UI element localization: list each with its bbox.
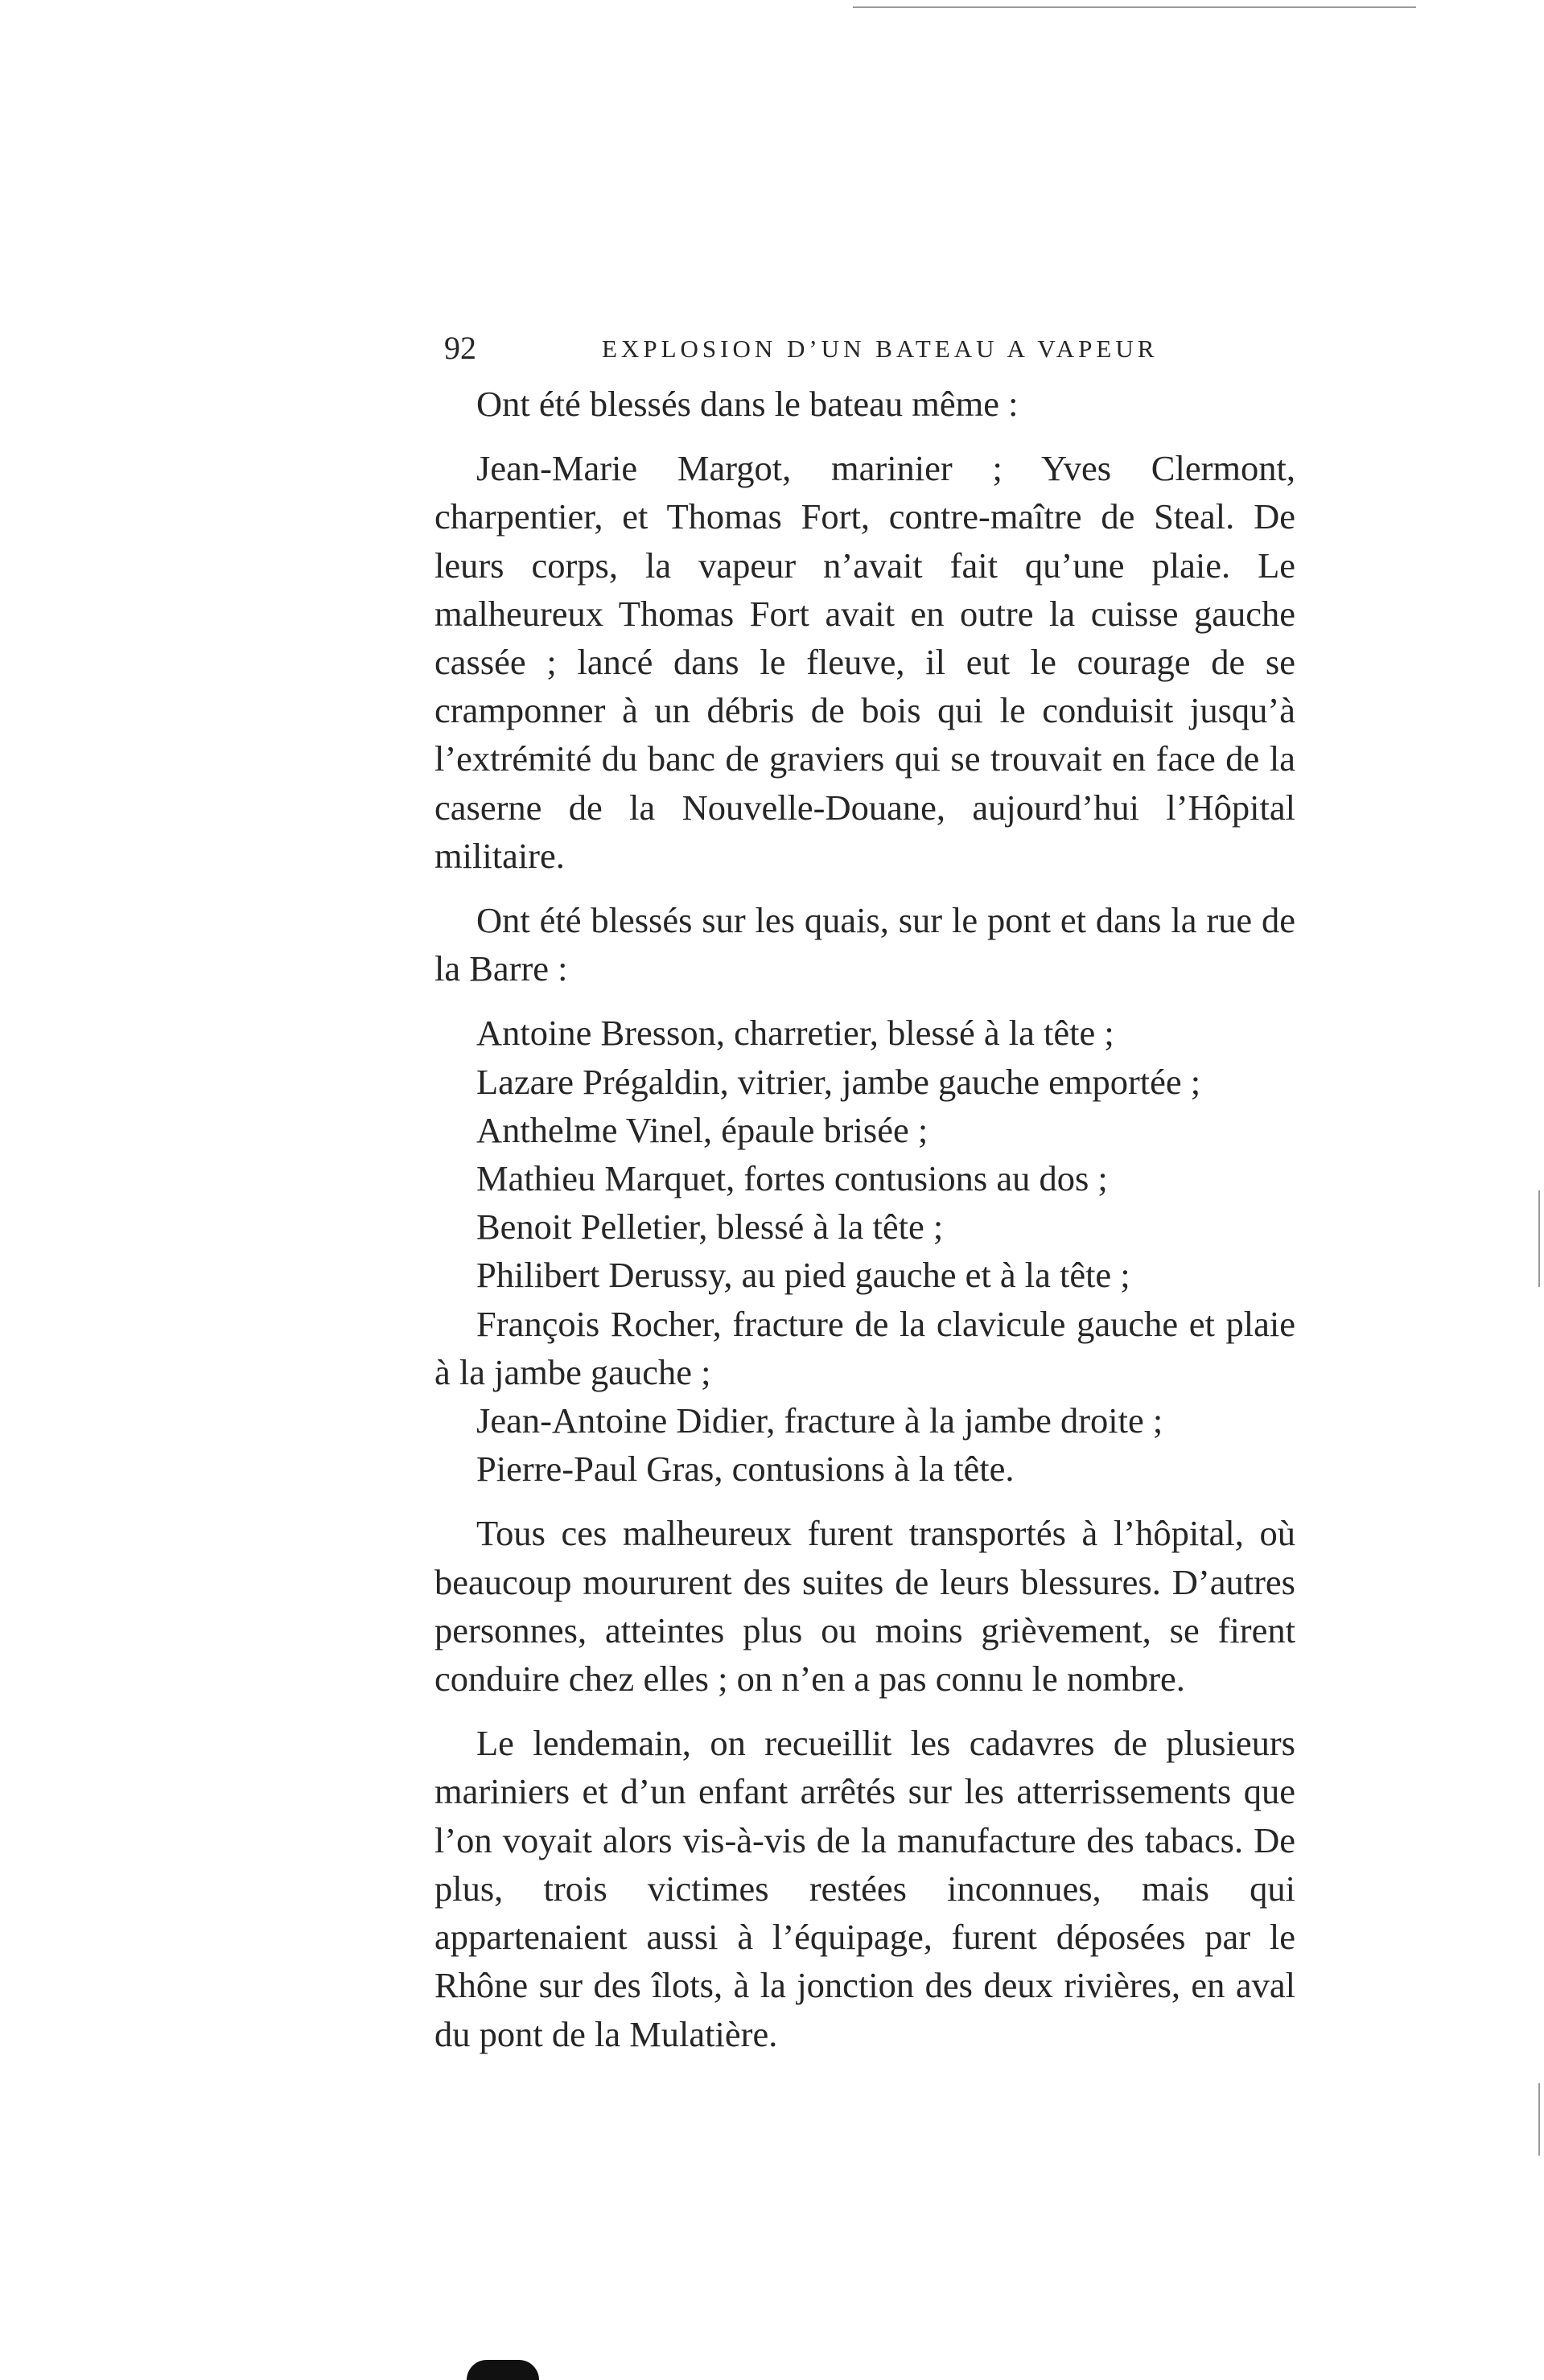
injured-list [434,1009,1295,1493]
paragraph-next-day: Le lendemain, on recueillit les cadavres de plusieurs mariniers et d’un enfant arrêtés sur les atterrissements que l’on voyait alors vis-à-vis de la manufacture des tabacs. De plus, trois victimes restées inconnues, mais qui appartenaient aussi à l’équipage, furent déposées par le Rhône sur des îlots, à la jonction des deux rivières, en aval du pont de la Mulatière. [434,1723,1295,2054]
list-item: Mathieu Marquet, fortes contusions au dos ; [476,1158,1108,1199]
list-item: Jean-Antoine Didier, fracture à la jambe droite ; [476,1400,1163,1441]
scan-artifact-ink-blot [467,2360,539,2380]
scan-artifact-top-rule [853,6,1416,8]
list-item: François Rocher, fracture de la clavicule gauche et plaie à la jambe gauche ; [434,1303,1295,1392]
list-item: Anthelme Vinel, épaule brisée ; [476,1109,928,1150]
paragraph-hospital: Tous ces malheureux furent transportés à l’hôpital, où beaucoup moururent des suites de leurs blessures. D’autres personnes, atteintes plus ou moins grièvement, se firent conduire chez elles ; on n’en a pas connu le nombre. [434,1513,1295,1700]
list-item: Pierre-Paul Gras, contusions à la tête. [476,1449,1015,1490]
list-item: Antoine Bresson, charretier, blessé à la tête ; [476,1013,1114,1054]
list-item: Benoit Pelletier, blessé à la tête ; [476,1206,944,1248]
list-item: Lazare Prégaldin, vitrier, jambe gauche emportée ; [476,1061,1201,1102]
page-number: 92 [444,330,476,366]
scan-artifact-right-edge [1538,1190,1540,1287]
paragraph-intro-quays: Ont été blessés sur les quais, sur le pont et dans la rue de la Barre : [434,900,1295,989]
running-head [444,328,1289,368]
running-title: EXPLOSION D’UN BATEAU A VAPEUR [602,335,1159,363]
list-item: Philibert Derussy, au pied gauche et à la tête ; [476,1255,1130,1296]
paragraph-intro-boat: Ont été blessés dans le bateau même : [476,384,1019,424]
body-text [434,380,1295,2074]
scan-artifact-right-edge-lower [1538,2083,1540,2156]
paragraph-boat-injured: Jean-Marie Margot, marinier ; Yves Clermont, charpentier, et Thomas Fort, contre-maître de Steal. De leurs corps, la vapeur n’avait fait qu’une plaie. Le malheureux Thomas Fort avait en outre la cuisse gauche cassée ; lancé dans le fleuve, il eut le courage de se cramponner à un débris de bois qui le conduisit jusqu’à l’extrémité du banc de graviers qui se trouvait en face de la caserne de la Nouvelle-Douane, aujourd’hui l’Hôpital militaire. [434,448,1295,876]
